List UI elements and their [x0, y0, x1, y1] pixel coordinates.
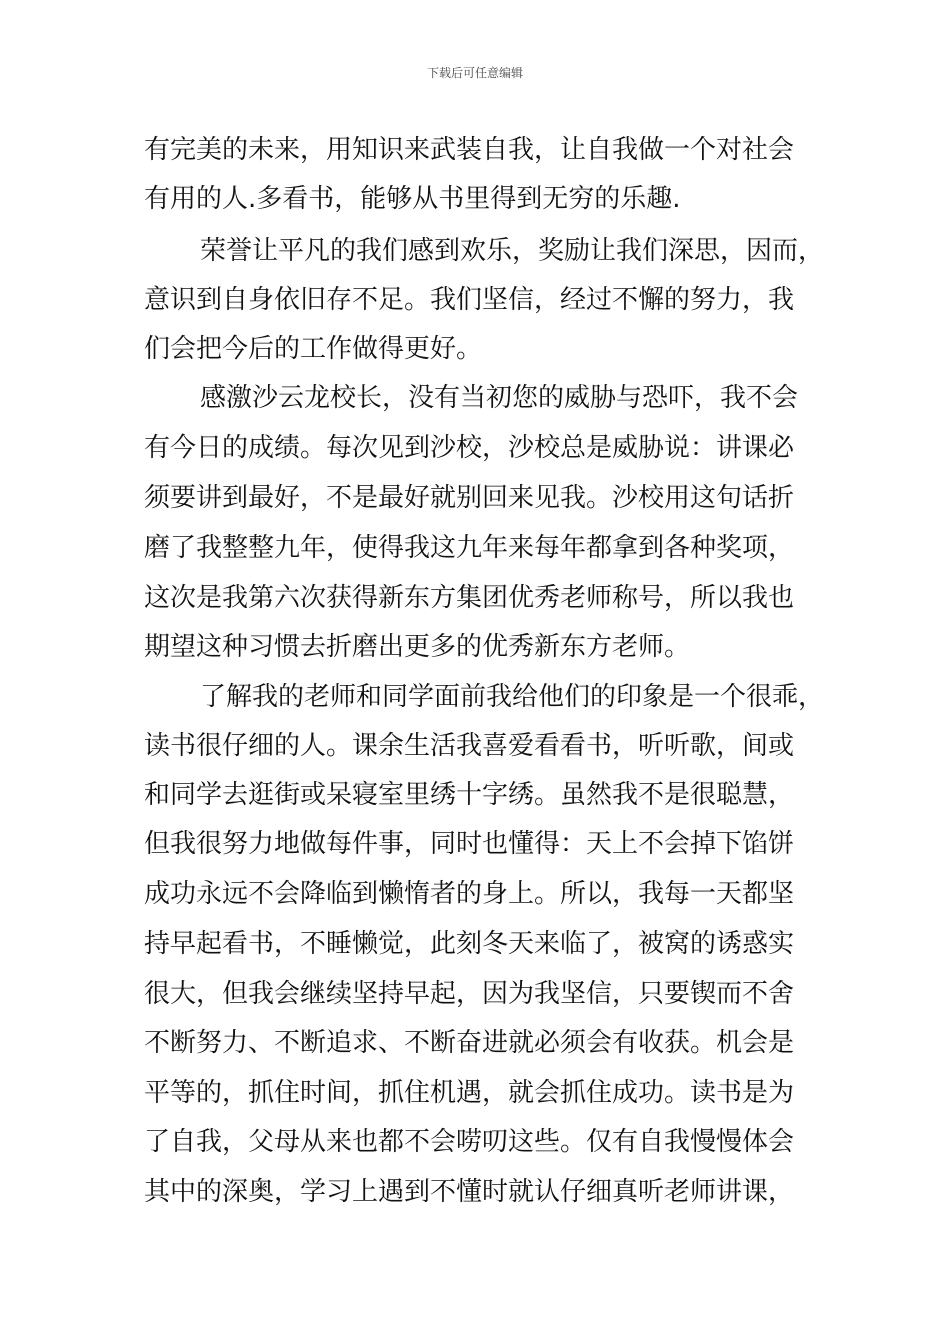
page-header: 下载后可任意编辑: [426, 66, 523, 80]
text-line: 有完美的未来，用知识来武装自我，让自我做一个对社会: [144, 135, 795, 165]
text-line: 期望这种习惯去折磨出更多的优秀新东方老师。: [144, 632, 691, 662]
text-line: 平等的，抓住时间，抓住机遇，就会抓住成功。读书是为: [144, 1078, 795, 1108]
text-line: 须要讲到最好，不是最好就别回来见我。沙校用这句话折: [144, 483, 795, 513]
text-line: 成功永远不会降临到懒惰者的身上。所以，我每一天都坚: [144, 879, 795, 909]
text-line: 有用的人.多看书，能够从书里得到无穷的乐趣.: [144, 184, 681, 214]
text-line paragraph-start: 荣誉让平凡的我们感到欢乐，奖励让我们深思，因而，: [200, 236, 825, 266]
text-line: 不断努力、不断追求、不断奋进就必须会有收获。机会是: [144, 1028, 795, 1058]
text-line: 很大，但我会继续坚持早起，因为我坚信，只要锲而不舍: [144, 979, 795, 1009]
text-line: 持早起看书，不睡懒觉，此刻冬天来临了，被窝的诱惑实: [144, 929, 795, 959]
text-line paragraph-start: 感激沙云龙校长，没有当初您的威胁与恐吓，我不会: [200, 383, 799, 413]
text-line: 们会把今后的工作做得更好。: [144, 334, 483, 364]
text-line: 其中的深奥，学习上遇到不懂时就认仔细真听老师讲课，: [144, 1177, 795, 1207]
text-line: 磨了我整整九年，使得我这九年来每年都拿到各种奖项，: [144, 533, 795, 563]
text-line: 读书很仔细的人。课余生活我喜爱看看书，听听歌，间或: [144, 731, 795, 761]
text-line: 这次是我第六次获得新东方集团优秀老师称号，所以我也: [144, 583, 795, 613]
text-line: 了自我，父母从来也都不会唠叨这些。仅有自我慢慢体会: [144, 1127, 795, 1157]
text-line: 意识到自身依旧存不足。我们坚信，经过不懈的努力，我: [144, 285, 795, 315]
text-line: 有今日的成绩。每次见到沙校，沙校总是威胁说：讲课必: [144, 433, 795, 463]
text-line: 但我很努力地做每件事，同时也懂得：天上不会掉下馅饼: [144, 829, 795, 859]
text-line paragraph-start: 了解我的老师和同学面前我给他们的印象是一个很乖，: [200, 682, 825, 712]
text-line: 和同学去逛街或呆寝室里绣十字绣。虽然我不是很聪慧，: [144, 780, 795, 810]
